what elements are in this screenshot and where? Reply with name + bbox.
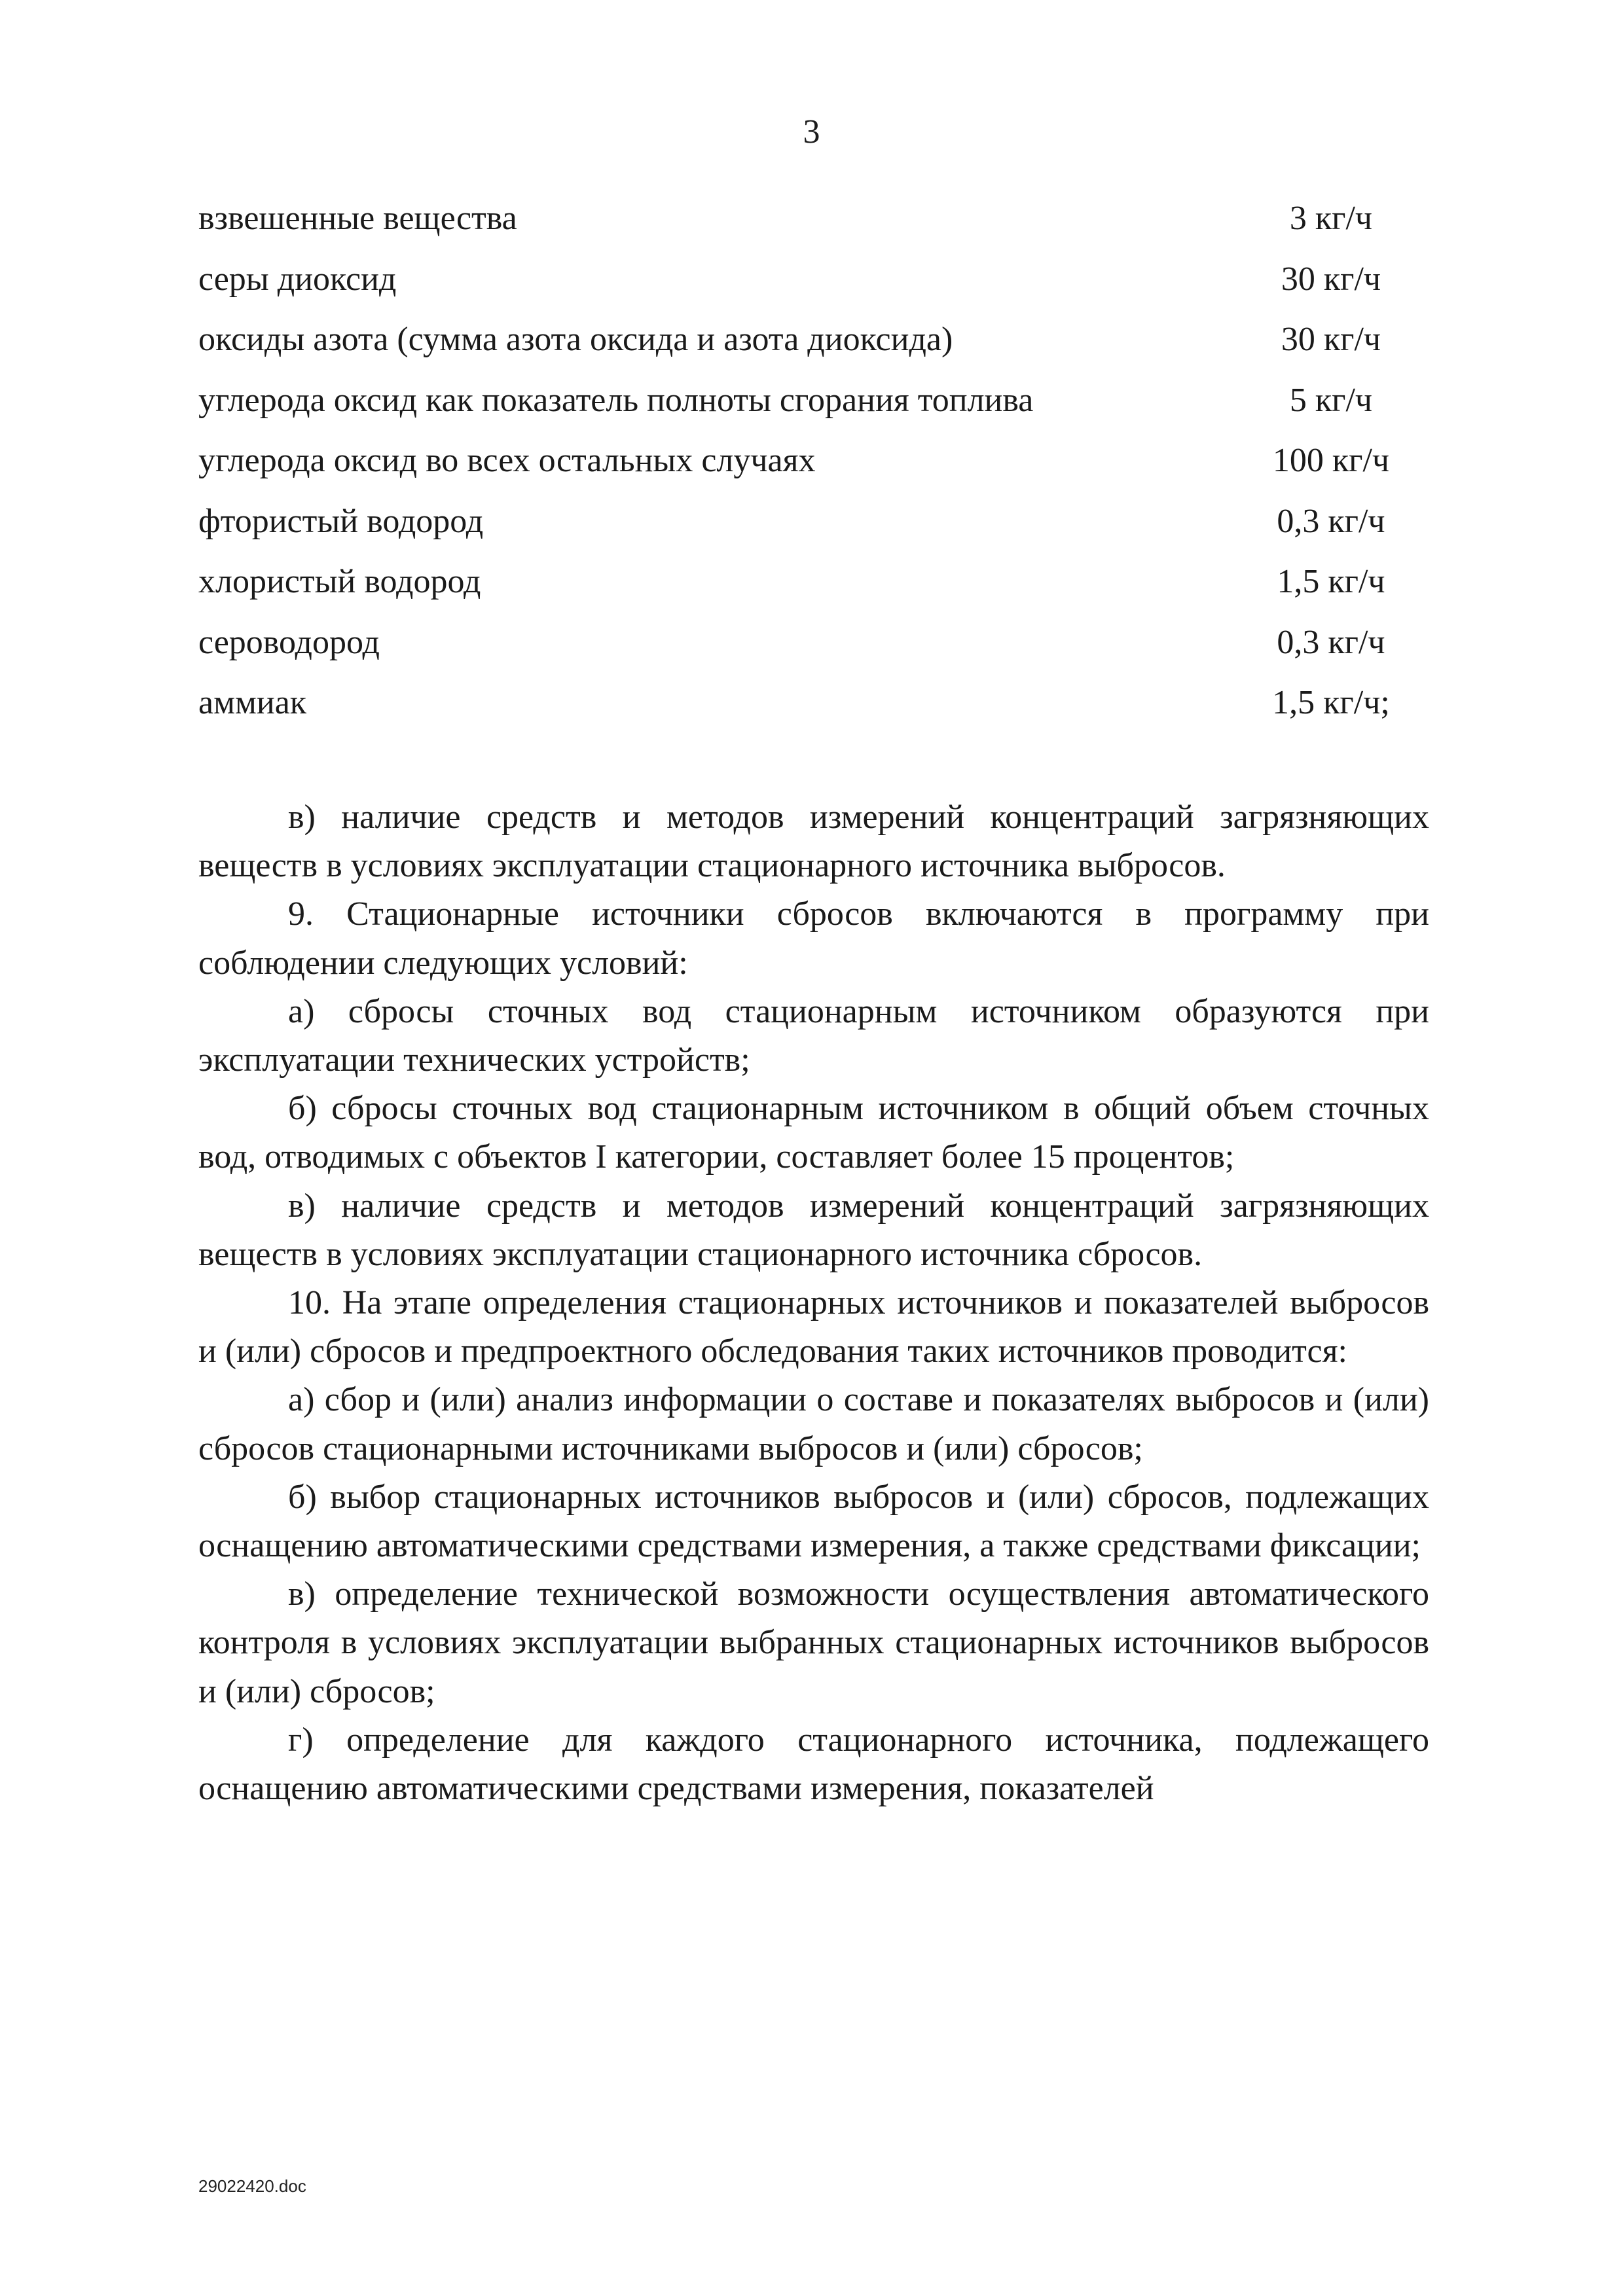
emission-row (198, 199, 1416, 260)
paragraph: в) наличие средств и методов измерений концентраций загрязняющих веществ в условиях эксплуатации стационарного источника выбросов. (198, 798, 1429, 885)
emission-row (198, 260, 1416, 321)
paragraph: в) наличие средств и методов измерений концентраций загрязняющих веществ в условиях эксплуатации стационарного источника сбросов. (198, 1187, 1429, 1273)
emission-value: 30 кг/ч (1281, 260, 1381, 298)
emission-value: 0,3 кг/ч (1277, 502, 1385, 540)
emission-limits-list (198, 199, 1416, 744)
emission-row (198, 381, 1416, 442)
paragraph: б) выбор стационарных источников выбросов и (или) сбросов, подлежащих оснащению автоматическими средствами измерения, а также средствами фиксации; (198, 1478, 1429, 1565)
emission-value: 100 кг/ч (1272, 442, 1390, 479)
emission-row (198, 441, 1416, 502)
page-number: 3 (803, 113, 820, 151)
document-body (198, 793, 1429, 1813)
emission-row (198, 683, 1416, 744)
emission-substance: взвешенные вещества (198, 200, 517, 237)
emission-row (198, 502, 1416, 563)
paragraph: 10. На этапе определения стационарных источников и показателей выбросов и (или) сбросов и предпроектного обследования таких источников проводится: (198, 1284, 1429, 1371)
emission-substance: фтористый водород (198, 502, 484, 540)
emission-substance: аммиак (198, 684, 307, 721)
paragraph: б) сбросы сточных вод стационарным источником в общий объем сточных вод, отводимых с объектов I категории, составляет более 15 процентов; (198, 1090, 1429, 1176)
emission-substance: углерода оксид как показатель полноты сгорания топлива (198, 381, 1034, 419)
paragraph: г) определение для каждого стационарного источника, подлежащего оснащению автоматическими средствами измерения, показателей (198, 1721, 1429, 1808)
emission-row (198, 562, 1416, 623)
paragraph: а) сбор и (или) анализ информации о составе и показателях выбросов и (или) сбросов стационарными источниками выбросов и (или) сбросов; (198, 1381, 1429, 1467)
emission-substance: оксиды азота (сумма азота оксида и азота диоксида) (198, 321, 953, 358)
footer-doc-code: 29022420.doc (198, 2176, 306, 2196)
emission-value: 3 кг/ч (1289, 200, 1373, 237)
emission-value: 1,5 кг/ч (1277, 563, 1385, 600)
emission-value: 0,3 кг/ч (1277, 623, 1385, 661)
emission-substance: сероводород (198, 623, 380, 661)
paragraph: в) определение технической возможности осуществления автоматического контроля в условиях эксплуатации выбранных стационарных источников выбросов и (или) сбросов; (198, 1575, 1429, 1710)
emission-value: 5 кг/ч (1289, 381, 1373, 419)
emission-row (198, 320, 1416, 381)
paragraph: а) сбросы сточных вод стационарным источником образуются при эксплуатации технических устройств; (198, 992, 1429, 1079)
emission-substance: серы диоксид (198, 260, 397, 298)
emission-substance: углерода оксид во всех остальных случаях (198, 442, 816, 479)
emission-row (198, 623, 1416, 684)
emission-substance: хлористый водород (198, 563, 481, 600)
emission-value: 30 кг/ч (1281, 321, 1381, 358)
emission-value: 1,5 кг/ч; (1272, 684, 1390, 721)
paragraph: 9. Стационарные источники сбросов включаются в программу при соблюдении следующих условий: (198, 895, 1429, 982)
